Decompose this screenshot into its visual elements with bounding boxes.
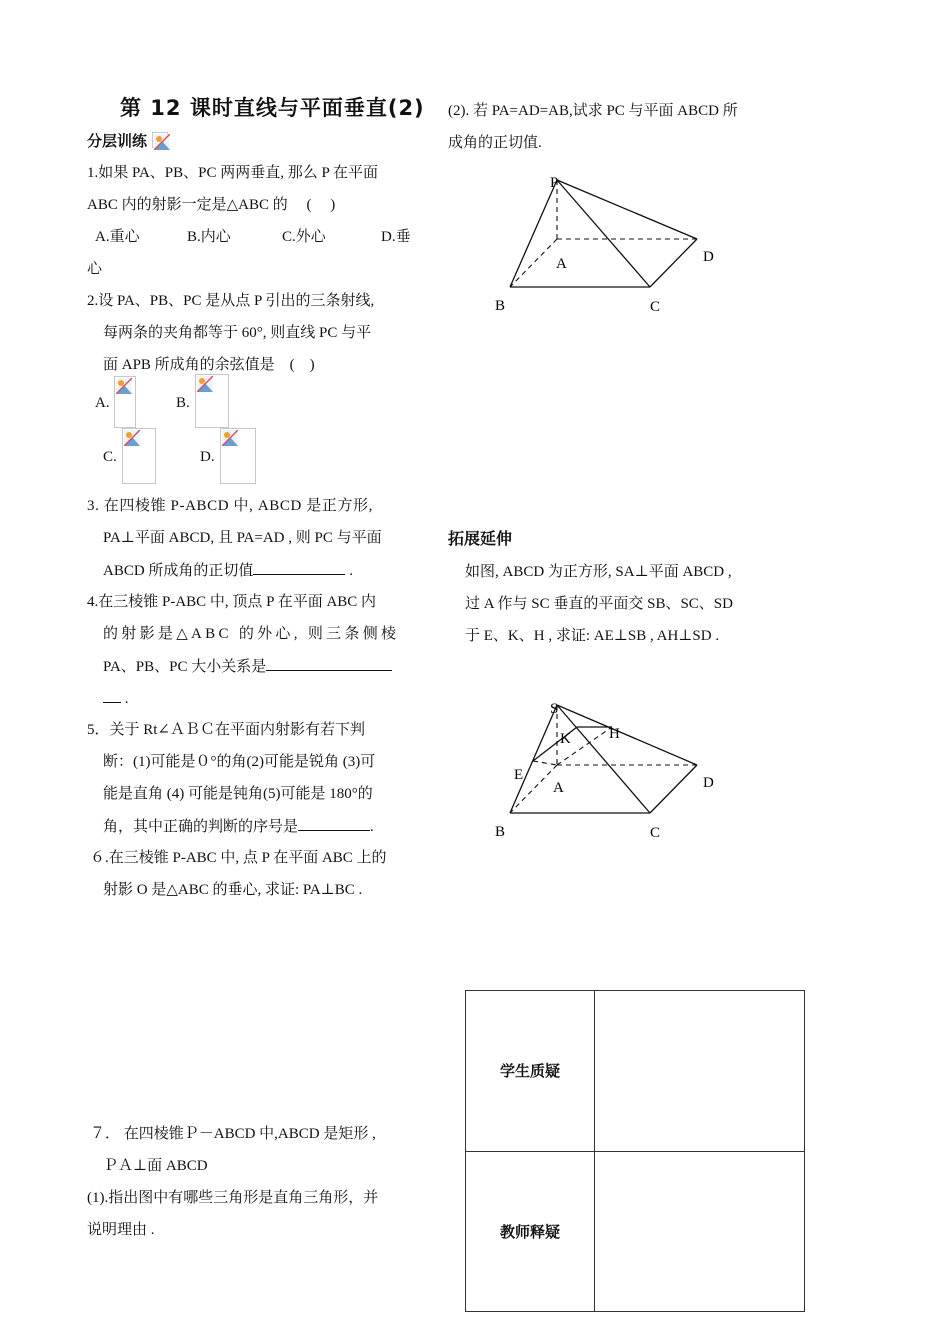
section-training-label: 分层训练 <box>87 132 148 150</box>
q4-line1: 4.在三棱锥 P-ABC 中, 顶点 P 在平面 ABC 内 <box>87 594 377 610</box>
edge-CD <box>650 239 697 287</box>
edge-PC <box>557 180 650 287</box>
q1-option-c: C.外心 <box>282 229 326 245</box>
q4-answer-blank <box>266 656 392 671</box>
extension-heading: 拓展延伸 <box>448 529 513 548</box>
q3-line3 <box>103 560 353 581</box>
q1-line2: ABC 内的射影一定是△ABC 的 ( ) <box>87 197 336 213</box>
q1-option-d-cont: 心 <box>87 261 103 277</box>
extension-line2: 过 A 作与 SC 垂直的平面交 SB、SC、SD <box>465 596 733 612</box>
q7-line2: ＰＡ⊥面 ABCD <box>103 1158 208 1174</box>
q5-line4 <box>103 816 374 837</box>
q2-option-b-image <box>195 374 229 428</box>
q2-option-d-image <box>220 428 256 484</box>
q3-line3-text: ABCD 所成角的正切值 <box>103 563 254 579</box>
pyramid-figure-1 <box>490 170 730 320</box>
student-question-cell[interactable] <box>595 991 805 1152</box>
label-D: D <box>703 775 714 791</box>
qa-row-teacher <box>466 1151 805 1312</box>
student-question-label: 学生质疑 <box>466 991 595 1152</box>
edge-AB-hidden <box>510 239 557 287</box>
extension-line3: 于 E、K、H , 求证: AE⊥SB , AH⊥SD . <box>465 628 720 644</box>
qa-row-student <box>466 991 805 1152</box>
edge-SD <box>557 705 697 765</box>
q4-line4-end: . <box>121 691 129 707</box>
q5-answer-blank <box>298 816 370 831</box>
label-B: B <box>495 298 506 314</box>
section-heading-training <box>87 131 168 151</box>
q2-option-c-image <box>122 428 156 484</box>
q6-line2: 射影 O 是△ABC 的垂心, 求证: PA⊥BC . <box>103 882 363 898</box>
q2-line3: 面 APB 所成角的余弦值是 ( ) <box>103 357 315 373</box>
label-E: E <box>514 767 524 783</box>
label-H: H <box>609 726 620 742</box>
page-title: 第 12 课时直线与平面垂直(2) <box>120 96 425 120</box>
segment-EA-hidden <box>533 761 557 765</box>
q2-option-d: D. <box>200 449 215 465</box>
label-C: C <box>650 825 661 841</box>
q2-option-a-image <box>114 376 136 428</box>
pyramid-figure-2 <box>490 695 730 850</box>
label-C: C <box>650 299 661 315</box>
q1-line1: 1.如果 PA、PB、PC 两两垂直, 那么 P 在平面 <box>87 165 379 181</box>
q5-line4-text: 角，其中正确的判断的序号是 <box>103 819 299 835</box>
q5-line1: 5．关于 Rt∠ＡＢＣ在平面内射影有若下判 <box>87 722 365 738</box>
q5-line3: 能是直角 (4) 可能是钝角(5)可能是 180°的 <box>103 786 373 802</box>
edge-PB <box>510 180 557 287</box>
q2-option-b: B. <box>176 395 190 411</box>
extension-line1: 如图, ABCD 为正方形, SA⊥平面 ABCD , <box>465 564 732 580</box>
label-A: A <box>553 780 564 796</box>
q4-answer-blank-cont <box>103 688 121 703</box>
q3-answer-blank <box>253 560 345 575</box>
q6-line1: ６.在三棱锥 P-ABC 中, 点 P 在平面 ABC 上的 <box>90 850 387 866</box>
edge-PD <box>557 180 697 239</box>
q7-line1: ７． 在四棱锥Ｐ－ABCD 中,ABCD 是矩形 , <box>90 1126 376 1142</box>
label-B: B <box>495 824 506 840</box>
q7-part1-line1: (1).指出图中有哪些三角形是直角三角形，并 <box>87 1190 379 1206</box>
qa-table <box>465 990 805 1312</box>
q1-option-d: D.垂 <box>381 229 411 245</box>
q3-line3-end: . <box>345 563 353 579</box>
q1-option-a: A.重心 <box>95 229 140 245</box>
label-K: K <box>560 731 571 747</box>
q4-line4 <box>103 688 129 709</box>
label-D: D <box>703 249 714 265</box>
q5-line2: 断：(1)可能是０°的角(2)可能是锐角 (3)可 <box>103 754 376 770</box>
label-A: A <box>556 256 567 272</box>
q4-line3 <box>103 656 392 677</box>
q2-line2: 每两条的夹角都等于 60°, 则直线 PC 与平 <box>103 325 372 341</box>
q4-line2: 的射影是△ABC 的外心, 则三条侧棱 <box>103 626 400 642</box>
teacher-answer-label: 教师释疑 <box>466 1151 595 1312</box>
q2-option-a: A. <box>95 395 110 411</box>
q3-line2: PA⊥平面 ABCD, 且 PA=AD , 则 PC 与平面 <box>103 530 382 546</box>
q2-option-c: C. <box>103 449 117 465</box>
q1-option-b: B.内心 <box>187 229 231 245</box>
label-S: S <box>550 701 559 717</box>
q5-line4-end: . <box>370 819 374 835</box>
q7-part2-line2: 成角的正切值. <box>448 135 542 151</box>
q3-line1: 3. 在四棱锥 P-ABCD 中, ABCD 是正方形, <box>87 498 373 514</box>
edge-SC <box>557 705 650 813</box>
label-P: P <box>550 175 559 191</box>
q4-line3-text: PA、PB、PC 大小关系是 <box>103 659 267 675</box>
edge-CD <box>650 765 697 813</box>
q7-part1-line2: 说明理由 . <box>87 1222 155 1238</box>
edge-SB <box>510 705 557 813</box>
broken-image-icon <box>152 132 168 148</box>
q2-line1: 2.设 PA、PB、PC 是从点 P 引出的三条射线, <box>87 293 375 309</box>
q7-part2-line1: (2). 若 PA=AD=AB,试求 PC 与平面 ABCD 所 <box>448 103 738 119</box>
teacher-answer-cell[interactable] <box>595 1151 805 1312</box>
